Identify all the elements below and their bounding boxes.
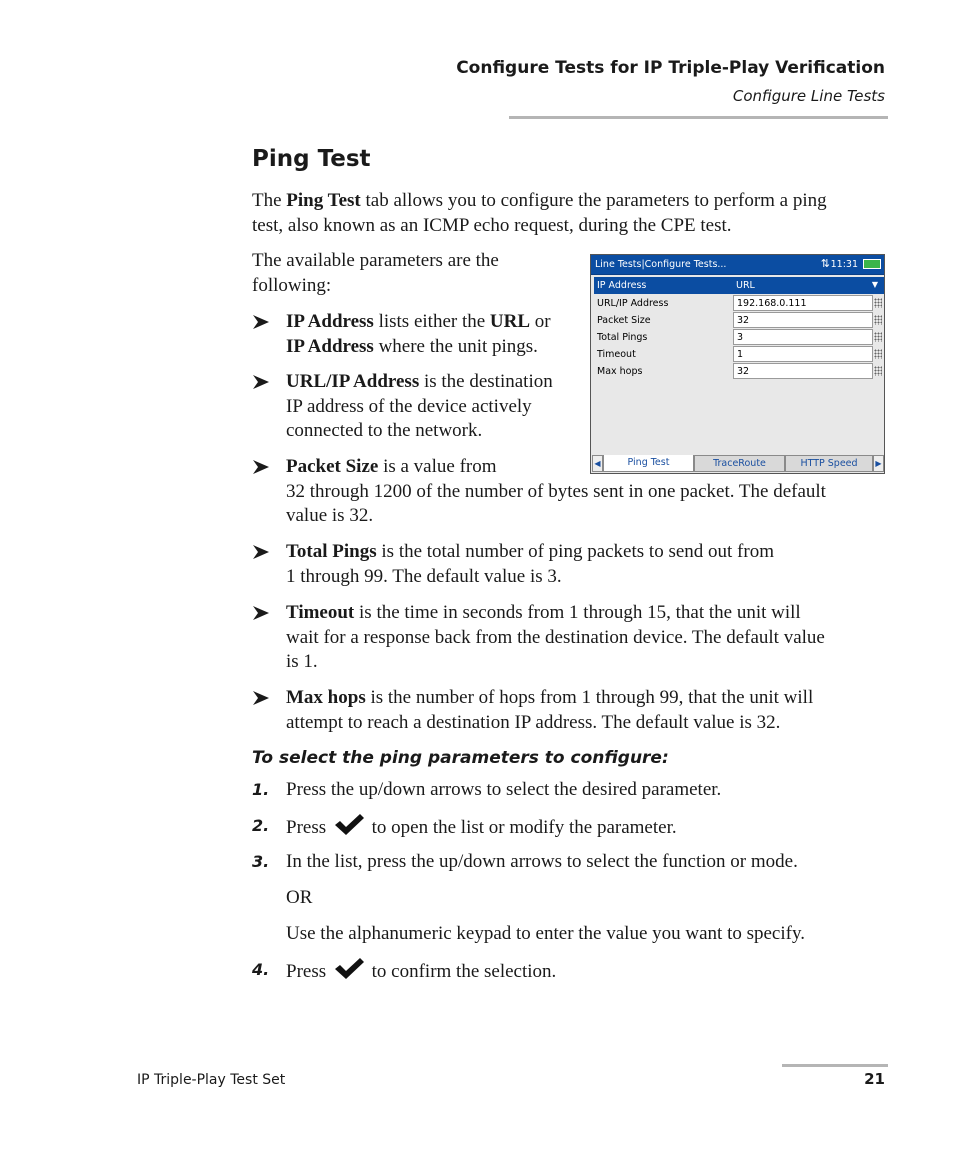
- param-row-max-hops[interactable]: [594, 363, 884, 380]
- param-input[interactable]: 3: [733, 329, 873, 345]
- param-value: URL: [736, 280, 755, 291]
- device-screenshot: [590, 254, 885, 474]
- scroll-right-icon[interactable]: ▶: [873, 455, 884, 472]
- bullet-arrow-icon: [252, 313, 270, 331]
- battery-icon: [863, 259, 881, 269]
- step-text-pre: Press: [286, 817, 327, 838]
- procedure-title: To select the ping parameters to configure:: [252, 748, 669, 768]
- param-label: IP Address: [597, 280, 647, 291]
- param-row-timeout[interactable]: [594, 346, 884, 363]
- step-text-pre: Press: [286, 961, 327, 982]
- param-row-total-pings[interactable]: [594, 329, 884, 346]
- section-title: Ping Test: [252, 146, 371, 172]
- network-arrows-icon: ⇅: [820, 257, 830, 270]
- param-input[interactable]: 192.168.0.111: [733, 295, 873, 311]
- device-title: Line Tests|Configure Tests...: [595, 259, 727, 270]
- param-row-ip-address[interactable]: [594, 277, 884, 294]
- checkmark-icon: [333, 957, 365, 981]
- or-text: OR: [286, 887, 313, 908]
- params-intro: The available parameters are the following:: [252, 250, 499, 296]
- step-text: In the list, press the up/down arrows to select the function or mode.: [286, 851, 798, 872]
- param-label: Packet Size: [597, 315, 651, 326]
- bullet-arrow-icon: [252, 689, 270, 707]
- running-header-subtitle: Configure Line Tests: [732, 87, 885, 105]
- running-header-title: Configure Tests for IP Triple-Play Verification: [456, 58, 885, 78]
- param-label: Max hops: [597, 366, 643, 377]
- bullet-arrow-icon: [252, 373, 270, 391]
- alt-text: Use the alphanumeric keypad to enter the value you want to specify.: [286, 923, 805, 944]
- step-number: 3.: [252, 852, 270, 871]
- footer-rule: [782, 1064, 888, 1067]
- device-clock: 11:31: [830, 259, 858, 270]
- param-row-packet-size[interactable]: [594, 312, 884, 329]
- step-number: 4.: [252, 960, 270, 979]
- dropdown-arrow-icon[interactable]: ▼: [871, 280, 878, 289]
- param-label: Timeout: [597, 349, 636, 360]
- device-titlebar: [591, 255, 884, 275]
- step-text-post: to confirm the selection.: [371, 961, 557, 982]
- checkmark-icon: [333, 813, 365, 837]
- step-number: 2.: [252, 816, 270, 835]
- device-tab-bar: [591, 455, 884, 473]
- page-number: 21: [864, 1070, 885, 1088]
- keypad-icon[interactable]: [874, 366, 882, 376]
- header-rule: [509, 116, 888, 119]
- param-input[interactable]: 1: [733, 346, 873, 362]
- intro-paragraph: The Ping Test tab allows you to configure the parameters to perform a ping test, also known as an ICMP echo request, during the CPE test.: [252, 190, 827, 236]
- scroll-left-icon[interactable]: ◀: [592, 455, 603, 472]
- tab-traceroute[interactable]: TraceRoute: [694, 455, 785, 472]
- tab-ping-test[interactable]: Ping Test: [603, 455, 694, 472]
- footer-title: IP Triple-Play Test Set: [137, 1072, 286, 1088]
- keypad-icon[interactable]: [874, 315, 882, 325]
- param-label: Total Pings: [597, 332, 648, 343]
- bullet-arrow-icon: [252, 458, 270, 476]
- tab-http-speed[interactable]: HTTP Speed: [785, 455, 873, 472]
- step-number: 1.: [252, 780, 270, 799]
- param-input[interactable]: 32: [733, 312, 873, 328]
- step-text-post: to open the list or modify the parameter.: [371, 817, 677, 838]
- bullet-arrow-icon: [252, 604, 270, 622]
- param-label: URL/IP Address: [597, 298, 669, 309]
- param-input[interactable]: 32: [733, 363, 873, 379]
- keypad-icon[interactable]: [874, 298, 882, 308]
- keypad-icon[interactable]: [874, 332, 882, 342]
- param-row-url-ip-address[interactable]: [594, 295, 884, 312]
- bullet-arrow-icon: [252, 543, 270, 561]
- keypad-icon[interactable]: [874, 349, 882, 359]
- step-text: Press the up/down arrows to select the desired parameter.: [286, 779, 722, 800]
